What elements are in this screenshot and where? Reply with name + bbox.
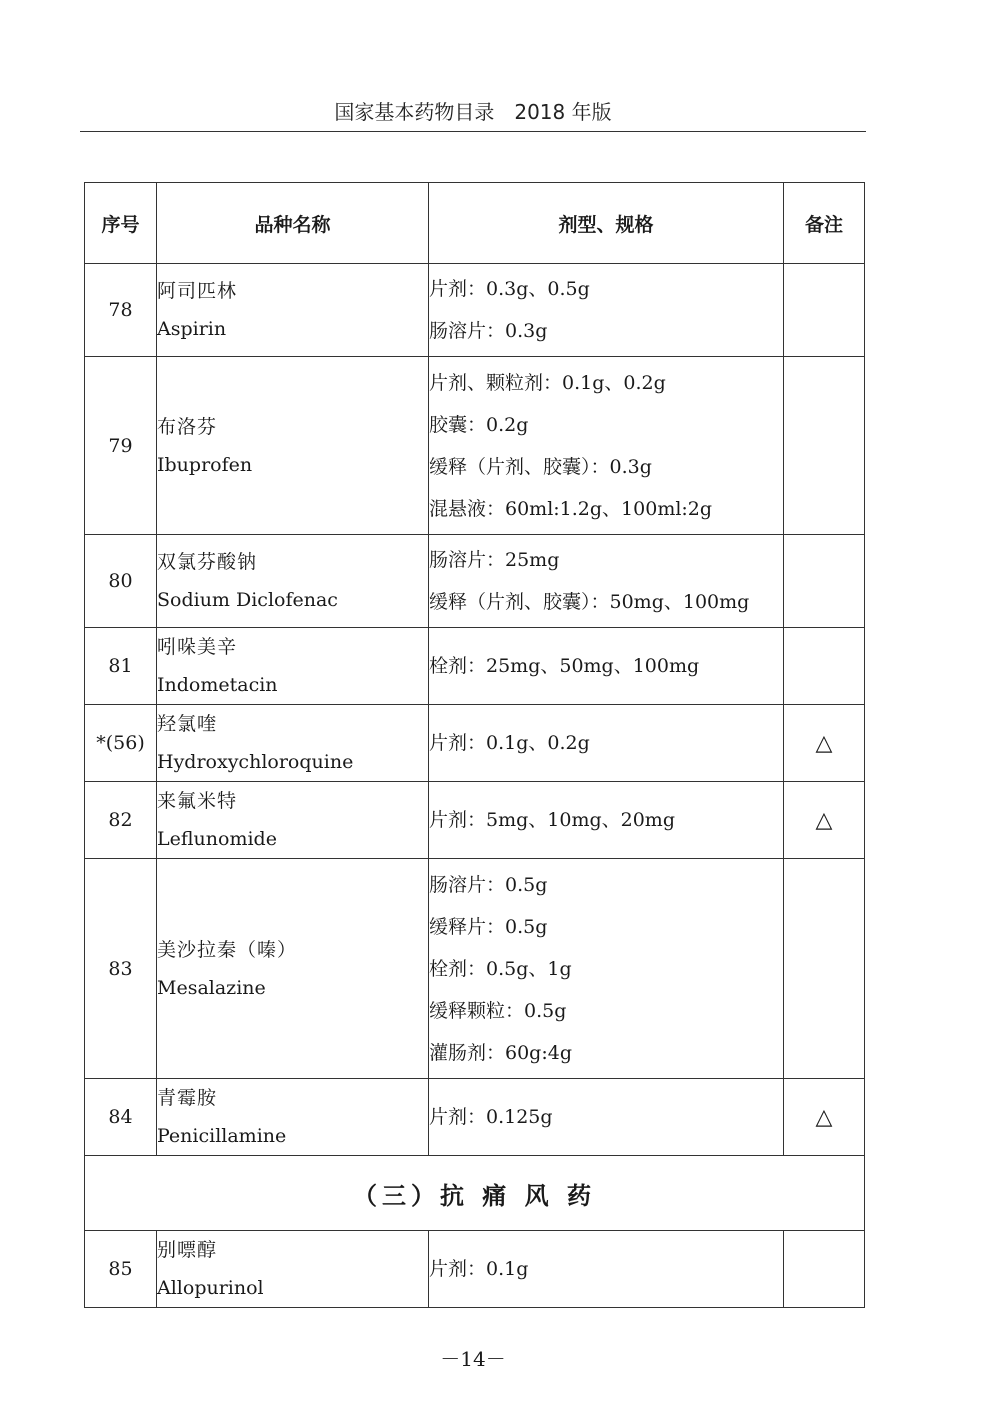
row-seq: 83	[85, 859, 157, 1079]
row-spec	[429, 628, 784, 705]
column-header-spec: 剂型、规格	[429, 183, 784, 264]
spec-line: 肠溶片：0.3g	[429, 320, 548, 342]
row-spec	[429, 1231, 784, 1308]
spec-line: 片剂：5mg、10mg、20mg	[429, 809, 675, 831]
drug-name-cn: 青霉胺	[157, 1087, 218, 1109]
drug-name-en: Penicillamine	[157, 1125, 287, 1147]
row-spec	[429, 1079, 784, 1156]
table-row	[85, 264, 865, 357]
drug-name-en: Leflunomide	[157, 828, 277, 850]
row-spec	[429, 859, 784, 1079]
row-note	[784, 535, 865, 628]
table-row	[85, 1231, 865, 1308]
row-spec	[429, 264, 784, 357]
table-row	[85, 357, 865, 535]
spec-line: 片剂：0.1g	[429, 1258, 529, 1280]
row-drug-name	[157, 535, 429, 628]
row-seq: 81	[85, 628, 157, 705]
row-drug-name	[157, 264, 429, 357]
table-row	[85, 782, 865, 859]
drug-catalog-table	[84, 182, 865, 1308]
row-drug-name	[157, 1231, 429, 1308]
spec-line: 栓剂：25mg、50mg、100mg	[429, 655, 700, 677]
table-header-row	[85, 183, 865, 264]
spec-line: 缓释片：0.5g	[429, 915, 548, 938]
row-note-triangle: △	[784, 705, 865, 782]
spec-line: 片剂、颗粒剂：0.1g、0.2g	[429, 371, 666, 394]
row-spec	[429, 357, 784, 535]
page-number: －14－	[440, 1347, 506, 1371]
row-seq: 78	[85, 264, 157, 357]
row-seq: 79	[85, 357, 157, 535]
drug-name-en: Ibuprofen	[157, 453, 253, 476]
row-seq: 85	[85, 1231, 157, 1308]
spec-line: 肠溶片：25mg	[429, 549, 560, 571]
spec-line: 栓剂：0.5g、1g	[429, 957, 572, 980]
drug-name-cn: 来氟米特	[157, 790, 238, 812]
row-seq: *(56)	[85, 705, 157, 782]
drug-name-cn: 羟氯喹	[157, 713, 218, 735]
row-note	[784, 264, 865, 357]
section-title: （三）抗 痛 风 药	[85, 1156, 865, 1231]
table-row	[85, 1079, 865, 1156]
spec-line: 片剂：0.125g	[429, 1106, 553, 1128]
drug-name-cn: 布洛芬	[157, 415, 218, 438]
row-note-triangle: △	[784, 782, 865, 859]
spec-line: 胶囊：0.2g	[429, 413, 529, 436]
row-drug-name	[157, 705, 429, 782]
row-drug-name	[157, 628, 429, 705]
spec-line: 缓释（片剂、胶囊）：0.3g	[429, 455, 652, 478]
row-seq: 82	[85, 782, 157, 859]
drug-name-cn: 美沙拉秦（嗪）	[157, 938, 298, 961]
drug-name-en: Mesalazine	[157, 976, 266, 999]
section-header-row	[85, 1156, 865, 1231]
row-seq: 84	[85, 1079, 157, 1156]
row-spec	[429, 782, 784, 859]
drug-name-en: Allopurinol	[157, 1277, 264, 1299]
drug-name-en: Sodium Diclofenac	[157, 589, 338, 611]
drug-name-cn: 别嘌醇	[157, 1239, 218, 1261]
header-rule	[80, 131, 866, 132]
row-drug-name	[157, 357, 429, 535]
row-seq: 80	[85, 535, 157, 628]
spec-line: 灌肠剂：60g:4g	[429, 1041, 572, 1064]
drug-name-cn: 双氯芬酸钠	[157, 551, 258, 573]
row-note	[784, 1231, 865, 1308]
spec-line: 缓释（片剂、胶囊）：50mg、100mg	[429, 591, 750, 613]
row-drug-name	[157, 782, 429, 859]
row-note	[784, 628, 865, 705]
row-spec	[429, 705, 784, 782]
drug-name-en: Indometacin	[157, 674, 278, 696]
spec-line: 缓释颗粒：0.5g	[429, 999, 567, 1022]
page-header-title: 国家基本药物目录 2018 年版	[334, 100, 612, 124]
table-row	[85, 628, 865, 705]
row-note	[784, 859, 865, 1079]
drug-name-en: Hydroxychloroquine	[157, 751, 354, 773]
table-row	[85, 859, 865, 1079]
spec-line: 混悬液：60ml:1.2g、100ml:2g	[429, 497, 713, 520]
spec-line: 片剂：0.1g、0.2g	[429, 732, 590, 754]
row-note	[784, 357, 865, 535]
row-spec	[429, 535, 784, 628]
row-note-triangle: △	[784, 1079, 865, 1156]
row-drug-name	[157, 859, 429, 1079]
drug-name-en: Aspirin	[157, 318, 227, 340]
spec-line: 片剂：0.3g、0.5g	[429, 278, 590, 300]
drug-name-cn: 吲哚美辛	[157, 636, 238, 658]
table-row	[85, 535, 865, 628]
table-row	[85, 705, 865, 782]
drug-name-cn: 阿司匹林	[157, 280, 238, 302]
column-header-seq: 序号	[85, 183, 157, 264]
spec-line: 肠溶片：0.5g	[429, 873, 548, 896]
column-header-note: 备注	[784, 183, 865, 264]
column-header-name: 品种名称	[157, 183, 429, 264]
row-drug-name	[157, 1079, 429, 1156]
